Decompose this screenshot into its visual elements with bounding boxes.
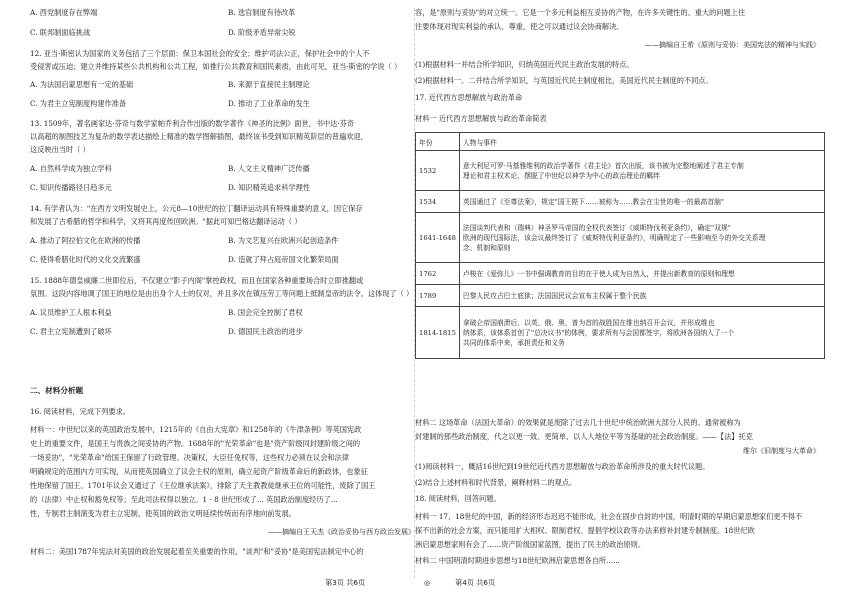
page-number-left: 第3页 共6页 [325, 578, 366, 587]
material2-cont-line-2: 往要体现对现实利益的承认、尊重，使之可以通过议会协商解决。 [415, 22, 624, 31]
row-year: 1789 [416, 285, 460, 307]
row-event-line: 理论和君主权术论，摆脱了中世纪以神学为中心的政治理论的羁绊 [462, 171, 661, 180]
row-event-line: 法国谈判代表和（瑞典）神圣罗马帝国的全权代表签订《威斯特伐利亚条约》，确定"双规" [462, 223, 731, 232]
table-header-row [416, 133, 825, 151]
q14-line-1: 14. 有学者认为："在西方文明发展史上，公元8—10世纪的拉丁翻译运动具有特殊重要的意义，因它保存 [30, 204, 363, 213]
row-event-line: 巴黎人民攻占巴士底狱；法国国民议会宣布主权属于整个民族 [462, 291, 647, 300]
q11-option-c: C. 联邦制面临挑战 [30, 28, 91, 37]
q18-material2-line-1: 材料二 中国明清时期进步思想与18世纪欧洲启蒙思想各自所...... [415, 556, 620, 565]
row-event-line: 拿破仑帝国崩溃后，以英、俄、奥、普为首的战胜国在维也纳召开会议，并形成维也 [462, 318, 715, 327]
row-year: 1762 [416, 263, 460, 285]
q17-task-1: (1)阅读材料一，概括16世纪到19世纪近代西方思想解放与政治革命所涉及的重大时代议题。 [415, 462, 710, 471]
q14-option-c: C. 使得希腊化时代的文化交流繁盛 [30, 255, 141, 264]
row-event [459, 213, 824, 263]
row-event-line: 欧洲的现代国际法，该会议最终签订了《威斯特伐利亚条约》，明确规定了一些影响至今的外交关系理 [462, 233, 766, 242]
header-event: 人物与事件 [459, 133, 824, 151]
q15-option-c: C. 君主立宪制遭到了破坏 [30, 327, 112, 336]
q16-material1-line-2: 史上的重要文件，是国王与贵族之间妥协的产物。1688年的"光荣革命"也是"资产阶级同封建阶级之间的 [30, 439, 361, 448]
row-year: 1814-1815 [416, 307, 460, 359]
material2-source: ——摘编自王希《原则与妥协：美国宪法的精神与实践》 [645, 41, 820, 49]
row-year: 1534 [416, 191, 460, 213]
row-event-line: 意大利尼可罗·马基雅维利的政治学著作《君主论》首次出版，该书被为完整地阐述了君主专制 [462, 161, 744, 170]
q11-option-a: A. 西党制度存在弊端 [30, 8, 98, 17]
row-event [459, 263, 824, 285]
q16-material1-line-3: 一场妥协"，"光荣革命"给国王保留了行政管理、决策权，大臣任免权等，这些权力必须在议会和法律 [30, 453, 349, 462]
table-row [416, 263, 825, 285]
table-row [416, 307, 825, 359]
row-event [459, 285, 824, 307]
q12-option-a: A. 为法国启蒙思想有一定的基础 [30, 80, 134, 89]
q16-material1-line-1: 材料一：中世纪以来的英国政治发展中，1215年的《自由大宪章》和1258年的《牛津条例》等英国宪政 [30, 425, 362, 434]
q14-option-d: D. 造就了拜占庭帝国文化繁荣局面 [228, 255, 339, 264]
q14-option-a: A. 推动了阿拉伯文化在欧洲的传播 [30, 236, 141, 245]
q14-line-2: 和发展了古希腊的哲学和科学，又将其再度传回欧洲。"据此可知巴格达翻译运动（ ） [30, 217, 302, 226]
left-page [30, 0, 415, 608]
q15-option-b: B. 国会完全控制了君权 [228, 308, 303, 317]
table-row [416, 213, 825, 263]
row-year: 1532 [416, 151, 460, 191]
q16-material1-line-7: 性，专制君主制演变为君主立宪制，使英国的政治文明延续传统而有序地向前发展。 [30, 509, 296, 518]
q16-material2-line-1: 材料二：美国1787年宪法对美国的政治发展起着至关重要的作用，"谈判"和"妥协"是美国宪法制定中心的 [30, 547, 364, 556]
q13-line-2: 以高超的制图技艺为复杂的数学表达描绘上精准的数学图解插图，最终该书受到知识精英阶层的普遍欢迎， [30, 132, 368, 141]
q16-intro: 16. 阅读材料，完成下列要求。 [30, 407, 130, 416]
q16-task-2: (2)根据材料一、二并结合所学知识，与英国近代民主制度相比，美国近代民主制度的不同点。 [415, 76, 713, 85]
row-event-line: 卢梭在《爱弥儿》一书中强调教育的目的在于使人成为自然人，并提出新教育的原则和理想 [462, 269, 735, 278]
row-event [459, 307, 824, 359]
row-event-line: 共同的体系中来，承担责任和义务 [462, 338, 565, 347]
binding-mark: ◎ [424, 578, 431, 587]
events-table [415, 132, 825, 359]
row-event-line: 念、机制和原则 [462, 243, 511, 252]
q18-material1-line-3: 洲启蒙思想家则有会了……资产阶级国家蓝图，提出了民主的政治原则。 [415, 540, 646, 549]
q13-line-3: 这反映出当时（ ） [30, 145, 90, 154]
q16-material1-source: ——摘编自王天杰《政治妥协与西方政治发展》 [268, 528, 415, 536]
q18-intro: 18. 阅读材料，回答问题。 [415, 494, 501, 503]
q18-material1-line-1: 材料一 17、18世纪的中国，新的经济形态迟迟不能形成，社会在固步自封的中国，明清时期的早期启蒙思想家们更不得不 [415, 512, 803, 521]
q15-line-1: 15. 1888年德皇威廉二世即位后，不仅建立"影子内阁"掌控政权，而且在国家各种重要场合时立即推翻或 [30, 276, 364, 285]
q12-option-b: B. 来源于直接民主制理论 [228, 80, 310, 89]
q13-option-a: A. 自然科学成为独立学科 [30, 164, 112, 173]
page-number-right: 第4页 共6页 [455, 578, 496, 587]
q12-line-1: 12. 亚当·斯密认为国家的义务包括了三个层面：保卫本国社会的安全；维护司法公正，保护社会中的个人不 [30, 49, 370, 58]
q13-option-c: C. 知识传播路径日趋多元 [30, 183, 112, 192]
q15-option-a: A. 议员维护工人根本利益 [30, 308, 112, 317]
q15-line-2: 氛围。这段内容地调了国王的地位是由出身个人士的仅对，并且多次在镇压劳工等问题上抵制皇帝的法令。这体现了（ ） [30, 289, 414, 298]
q11-option-d: D. 阶级矛盾异常尖锐 [228, 28, 296, 37]
table-row [416, 151, 825, 191]
q18-material1-line-2: 探不出新的社会方案，而只能用扩大相权、限制君权、提倡学校议政等办法来修补封建专制制度。18世纪欧 [415, 526, 755, 535]
material2-cont-line-1: 容，是"原则与妥协"的对立统一。它是一个多元利益相互妥协的产物，在许多关键性的、重大的问题上往 [415, 8, 746, 17]
section-heading: 二、材料分析题 [30, 386, 84, 395]
q12-line-2: 受侵害或压迫；建立并维持某些公共机构和公共工程，如推行公共教育和国民素质，由此可见，亚当·斯密的学说（ ） [30, 62, 402, 71]
row-event [459, 191, 824, 213]
q17-task-2: (2)结合上述材料和时代背景，阐释材料二的观点。 [415, 478, 577, 487]
row-event-line: 纳体系，该体系首创了"总决议书"的体例，要求所有与会国都签字，将欧洲各国纳入了一个 [462, 328, 735, 337]
row-event [459, 151, 824, 191]
q17-material2-line-2: 封建制的那些政治制度，代之以更一致、更简单、以人人地位平等为基础的社会政治制度。——【法】托克 [415, 432, 753, 441]
row-event-line: 英国通过了《至尊法案》，规定"国王陛下……被称为……教会在尘世的唯一的最高首脑" [462, 197, 725, 206]
q16-material1-line-5: 性地保留了国王。1701年议会又通过了《王位继承法案》，排除了天主教教徒继承王位的可能性，废除了国王 [30, 481, 376, 490]
q14-option-b: B. 为文艺复兴在欧洲兴起创造条件 [228, 236, 339, 245]
q17-table-caption: 材料一 近代西方思想解放与政治革命简表 [415, 114, 547, 123]
table-row [416, 285, 825, 307]
header-year: 年份 [416, 133, 460, 151]
table-row [416, 191, 825, 213]
q16-material1-line-6: 的（法律）中止权和豁免权等；至此司法权得以独立。1 - 8 世纪形成了... 英国政治制度经历了... [30, 495, 338, 504]
q17-title: 17. 近代西方思想解放与政治革命 [415, 93, 523, 102]
right-page [415, 0, 840, 608]
q12-option-d: D. 推动了工业革命的发生 [228, 99, 310, 108]
q17-material2-line-1: 材料二 这场革命（法国大革命）的效果就是废除了过去几十世纪中统治欧洲大部分人民的、通常被称为 [415, 418, 741, 427]
q15-option-d: D. 德国民主政治的进步 [228, 327, 303, 336]
q16-task-1: (1)根据材料一并结合所学知识，归纳英国近代民主政治发展的特点。 [415, 60, 634, 69]
q11-option-b: B. 选官制度有待改革 [228, 8, 296, 17]
row-year: 1641-1648 [416, 213, 460, 263]
q13-option-b: B. 人文主义精神广泛传播 [228, 164, 310, 173]
q16-material1-line-4: 明确规定的范围内方可实现，从而使英国确立了议会主权的原则，确立起资产阶级革命后的新政体，也象征 [30, 467, 368, 476]
q13-line-1: 13. 1509年，著名画家达·芬奇与数学家帕乔利合作出版的数学著作《神圣的比例》面世，书中达·芬奇 [30, 119, 355, 128]
q13-option-d: D. 知识精英追求科学理性 [228, 183, 310, 192]
q17-material2-source: 维尔《旧制度与大革命》 [743, 447, 820, 455]
q12-option-c: C. 为君主立宪制度构建作准备 [30, 99, 127, 108]
